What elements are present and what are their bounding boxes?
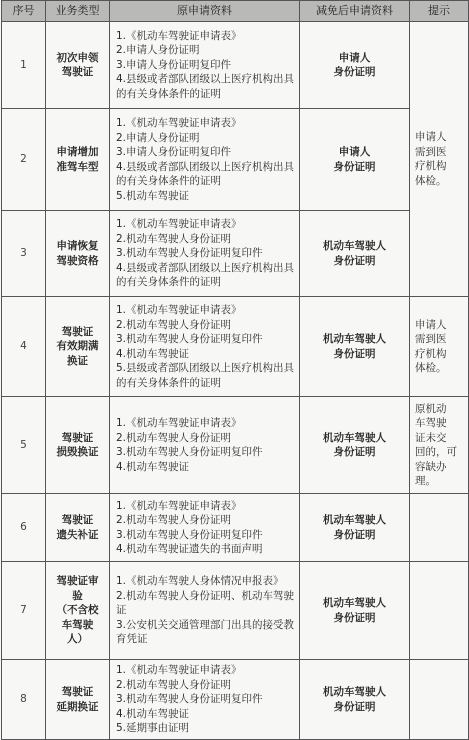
row-number: 4 bbox=[2, 297, 46, 397]
reduced-line: 机动车驾驶人 bbox=[323, 514, 386, 526]
document-item: 1.《机动车驾驶证申请表》 bbox=[116, 499, 242, 512]
header-number: 序号 bbox=[2, 1, 46, 22]
original-documents bbox=[110, 494, 300, 562]
original-documents bbox=[110, 562, 300, 660]
business-type-line: 驾驶证 bbox=[61, 325, 94, 338]
business-type-line: 人） bbox=[67, 633, 88, 646]
reduced-line: 身份证明 bbox=[333, 160, 376, 173]
table-row bbox=[2, 494, 469, 562]
tip-line: 证未交 bbox=[415, 431, 447, 444]
row-number: 8 bbox=[2, 660, 46, 740]
document-item: 1.《机动车驾驶人身体情况申报表》 bbox=[116, 575, 284, 588]
row-number: 5 bbox=[2, 397, 46, 494]
document-item: 3.机动车驾驶人身份证明复印件 bbox=[116, 333, 263, 345]
tip-line: 回的，可 bbox=[415, 446, 457, 458]
document-item: 2.机动车驾驶人身份证明 bbox=[116, 431, 232, 444]
reduced-documents bbox=[300, 562, 410, 660]
table-row bbox=[2, 397, 469, 494]
document-item: 2.机动车驾驶人身份证明 bbox=[116, 514, 232, 526]
original-documents bbox=[110, 297, 300, 397]
business-type-line: 延期换证 bbox=[56, 700, 99, 713]
document-item: 2.申请人身份证明 bbox=[116, 44, 200, 57]
tip-line: 疗机构 bbox=[415, 347, 447, 360]
tip-line: 车驾驶 bbox=[415, 417, 447, 429]
business-type bbox=[46, 297, 110, 397]
table-row bbox=[2, 211, 469, 297]
document-item: 4.县级或者部队团级以上医疗机构出具的有关身体条件的证明 bbox=[116, 160, 295, 187]
row-number: 7 bbox=[2, 562, 46, 660]
business-type bbox=[46, 22, 110, 109]
document-item: 3.机动车驾驶人身份证明复印件 bbox=[116, 247, 263, 260]
reduced-line: 申请人 bbox=[338, 51, 371, 64]
tip-line: 需到医 bbox=[415, 333, 447, 345]
document-item: 2.机动车驾驶人身份证明 bbox=[116, 318, 232, 331]
business-type-line: 换证 bbox=[67, 354, 88, 367]
reduced-documents bbox=[300, 660, 410, 740]
reduced-line: 机动车驾驶人 bbox=[323, 597, 386, 609]
tip-line: 体检。 bbox=[415, 174, 447, 187]
tip-line: 需到医 bbox=[415, 145, 447, 158]
document-item: 4.机动车驾驶证 bbox=[116, 460, 190, 473]
row-number: 6 bbox=[2, 494, 46, 562]
tip-empty bbox=[410, 660, 469, 740]
reduced-documents bbox=[300, 297, 410, 397]
reduced-line: 身份证明 bbox=[333, 347, 376, 360]
business-type-line: 准驾车型 bbox=[56, 160, 99, 173]
row-number: 1 bbox=[2, 22, 46, 109]
header-tips: 提示 bbox=[410, 1, 469, 22]
document-item: 5.延期事由证明 bbox=[116, 722, 190, 735]
reduced-line: 身份证明 bbox=[333, 528, 376, 541]
document-item: 4.县级或者部队团级以上医疗机构出具的有关身体条件的证明 bbox=[116, 261, 295, 289]
reduced-documents bbox=[300, 494, 410, 562]
document-item: 3.机动车驾驶人身份证明复印件 bbox=[116, 528, 263, 541]
tip-line: 疗机构 bbox=[415, 160, 447, 172]
document-item: 4.机动车驾驶证遗失的书面声明 bbox=[116, 543, 263, 555]
table-row bbox=[2, 660, 469, 740]
reduced-line: 身份证明 bbox=[333, 611, 376, 624]
table-row bbox=[2, 109, 469, 211]
document-item: 3.申请人身份证明复印件 bbox=[116, 58, 232, 71]
original-documents bbox=[110, 660, 300, 740]
business-type-line: 驾驶证 bbox=[61, 514, 94, 526]
business-type-line: 损毁换证 bbox=[56, 446, 99, 458]
tip-medical-check bbox=[410, 22, 469, 297]
tip-empty bbox=[410, 494, 469, 562]
row-number: 2 bbox=[2, 109, 46, 211]
document-item: 2.机动车驾驶人身份证明 bbox=[116, 232, 232, 245]
reduced-line: 机动车驾驶人 bbox=[323, 333, 386, 345]
reduced-line: 身份证明 bbox=[333, 254, 376, 267]
business-type-line: 遗失补证 bbox=[56, 528, 99, 541]
header-reduced-documents: 减免后申请资料 bbox=[300, 1, 410, 22]
document-item: 3.申请人身份证明复印件 bbox=[116, 146, 232, 158]
business-type bbox=[46, 397, 110, 494]
business-type-line: 有效期满 bbox=[56, 340, 99, 353]
document-item: 5.县级或者部队团级以上医疗机构出具的有关身体条件的证明 bbox=[116, 362, 295, 389]
document-item: 5.机动车驾驶证 bbox=[116, 189, 190, 202]
business-type bbox=[46, 562, 110, 660]
reduced-line: 申请人 bbox=[338, 146, 371, 158]
business-type-line: 验 bbox=[72, 589, 83, 602]
tip-line: 体检。 bbox=[415, 362, 447, 374]
document-item: 2.机动车驾驶人身份证明 bbox=[116, 678, 232, 691]
reduced-line: 身份证明 bbox=[333, 700, 376, 713]
table-header-row bbox=[2, 1, 469, 22]
business-type bbox=[46, 494, 110, 562]
document-item: 4.机动车驾驶证 bbox=[116, 707, 190, 720]
business-type-line: 驾驶证审 bbox=[56, 575, 99, 588]
original-documents bbox=[110, 397, 300, 494]
reduced-documents bbox=[300, 22, 410, 109]
document-item: 3.机动车驾驶人身份证明复印件 bbox=[116, 446, 263, 458]
tip-line: 容缺办理。 bbox=[415, 460, 447, 487]
document-item: 1.《机动车驾驶证申请表》 bbox=[116, 417, 242, 429]
reduced-documents bbox=[300, 397, 410, 494]
original-documents bbox=[110, 22, 300, 109]
reduced-line: 身份证明 bbox=[333, 66, 376, 78]
business-type-line: 驾驶证 bbox=[61, 431, 94, 444]
original-documents bbox=[110, 211, 300, 297]
business-type bbox=[46, 211, 110, 297]
business-type bbox=[46, 109, 110, 211]
tip-line: 申请人 bbox=[415, 131, 447, 143]
table-row bbox=[2, 297, 469, 397]
table-row bbox=[2, 562, 469, 660]
reduced-line: 机动车驾驶人 bbox=[323, 431, 386, 444]
header-original-documents: 原申请资料 bbox=[110, 1, 300, 22]
business-type-line: 初次申领 bbox=[56, 51, 99, 64]
document-item: 1.《机动车驾驶证申请表》 bbox=[116, 218, 242, 231]
business-type-line: 车驾驶 bbox=[61, 618, 94, 631]
original-documents bbox=[110, 109, 300, 211]
business-type-line: （不含校 bbox=[56, 604, 99, 617]
header-business-type: 业务类型 bbox=[46, 1, 110, 22]
document-item: 3.公安机关交通管理部门出具的接受教育凭证 bbox=[116, 618, 295, 646]
tip-missing-license bbox=[410, 397, 469, 494]
tip-empty bbox=[410, 562, 469, 660]
row-number: 3 bbox=[2, 211, 46, 297]
tip-line: 原机动 bbox=[415, 402, 447, 415]
table-row bbox=[2, 22, 469, 109]
business-type-line: 驾驶证 bbox=[61, 66, 94, 78]
document-item: 1.《机动车驾驶证申请表》 bbox=[116, 664, 242, 677]
reduced-line: 机动车驾驶人 bbox=[323, 240, 386, 252]
business-type-line: 申请恢复 bbox=[56, 240, 99, 252]
document-item: 3.机动车驾驶人身份证明复印件 bbox=[116, 693, 263, 706]
application-table bbox=[1, 0, 469, 740]
business-type-line: 驾驶资格 bbox=[56, 254, 99, 267]
tip-medical-check bbox=[410, 297, 469, 397]
document-item: 1.《机动车驾驶证申请表》 bbox=[116, 304, 242, 316]
reduced-line: 机动车驾驶人 bbox=[323, 686, 386, 698]
document-item: 2.机动车驾驶人身份证明、机动车驾驶证 bbox=[116, 589, 295, 617]
document-item: 2.申请人身份证明 bbox=[116, 131, 200, 144]
document-item: 1.《机动车驾驶证申请表》 bbox=[116, 29, 242, 42]
document-item: 4.机动车驾驶证 bbox=[116, 347, 190, 360]
reduced-documents bbox=[300, 211, 410, 297]
reduced-line: 身份证明 bbox=[333, 446, 376, 458]
document-item: 4.县级或者部队团级以上医疗机构出具的有关身体条件的证明 bbox=[116, 73, 295, 100]
tip-line: 申请人 bbox=[415, 318, 447, 331]
document-item: 1.《机动车驾驶证申请表》 bbox=[116, 117, 242, 129]
reduced-documents bbox=[300, 109, 410, 211]
business-type-line: 申请增加 bbox=[56, 146, 99, 158]
business-type-line: 驾驶证 bbox=[61, 686, 94, 698]
business-type bbox=[46, 660, 110, 740]
